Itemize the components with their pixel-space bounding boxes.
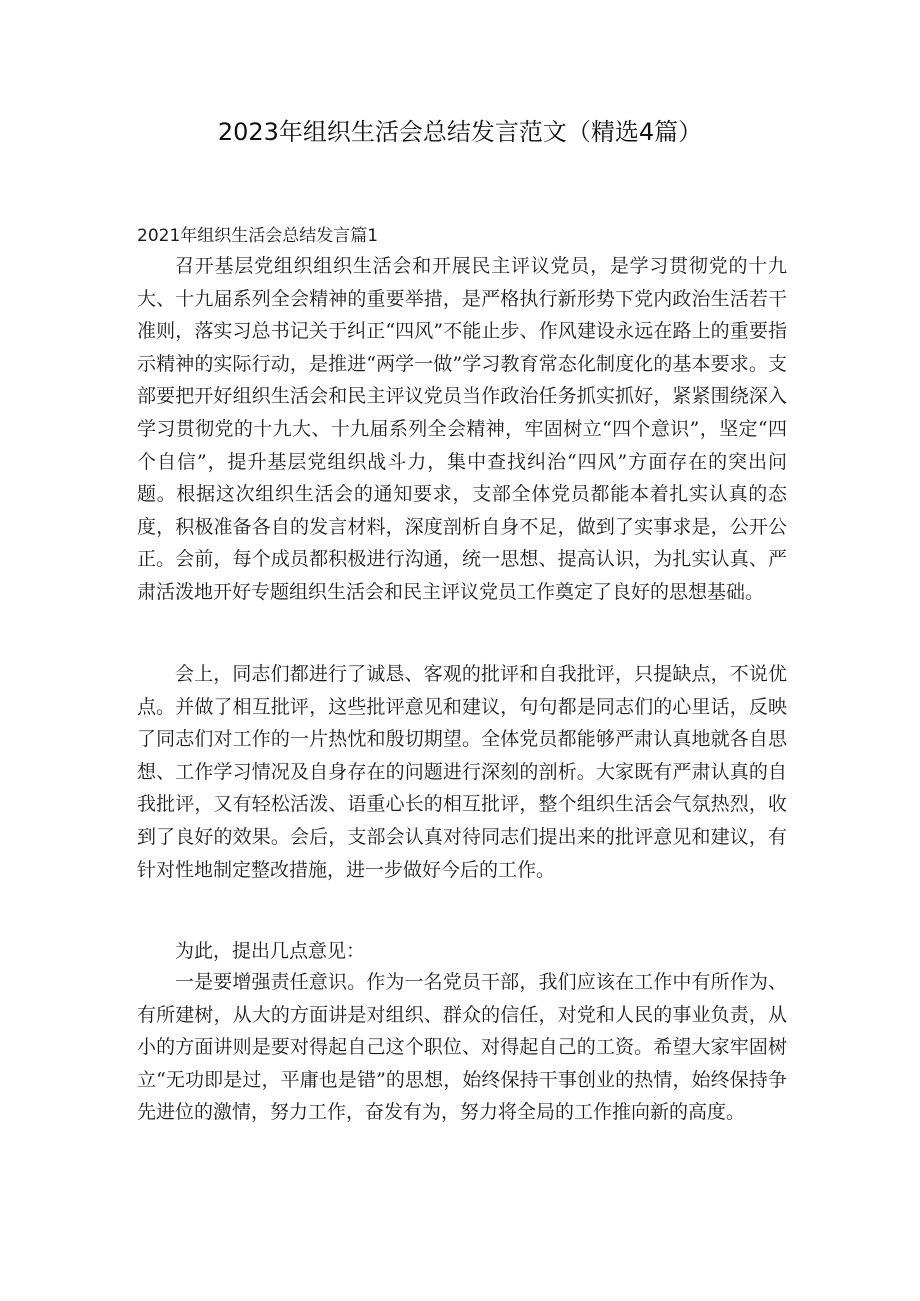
paragraph-suggestions-lead: 为此，提出几点意见： (175, 940, 366, 962)
paragraph-intro: 召开基层党组织组织生活会和开展民主评议党员，是学习贯彻党的十九大、十九届系列全会精神的重要举措，是严格执行新形势下党内政治生活若干准则，落实习总书记关于纠正“四风”不能止步、作风建设永远在路上的重要指示精神的实际行动，是推进“两学一做”学习教育常态化制度化的基本要求。支部要把开好组织生活会和民主评议党员当作政治任务抓实抓好，紧紧围绕深入学习贯彻党的十九大、十九届系列全会精神，牢固树立“四个意识”，坚定“四个自信”，提升基层党组织战斗力，集中查找纠治“四风”方面存在的突出问题。根据这次组织生活会的通知要求，支部全体党员都能本着扎实认真的态度，积极准备各自的发言材料，深度剖析自身不足，做到了实事求是，公开公正。会前，每个成员都积极进行沟通，统一思想、提高认识，为扎实认真、严肃活泼地开好专题组织生活会和民主评议党员工作奠定了良好的思想基础。 (137, 255, 787, 603)
section-heading: 2021年组织生活会总结发言篇1 (137, 226, 379, 246)
paragraph-responsibility: 一是要增强责任意识。作为一名党员干部，我们应该在工作中有所作为、有所建树，从大的方面讲是对组织、群众的信任，对党和人民的事业负责，从小的方面讲则是要对得起自己这个职位、对得起自己的工资。希望大家牢固树立“无功即是过，平庸也是错”的思想，始终保持干事创业的热情，始终保持争先进位的激情，努力工作，奋发有为，努力将全局的工作推向新的高度。 (137, 971, 787, 1124)
document-title: 2023年组织生活会总结发言范文（精选4篇） (217, 118, 703, 146)
paragraph-meeting: 会上，同志们都进行了诚恳、客观的批评和自我批评，只提缺点，不说优点。并做了相互批评，这些批评意见和建议，句句都是同志们的心里话，反映了同志们对工作的一片热忱和殷切期望。全体党员都能够严肃认真地就各自思想、工作学习情况及自身存在的问题进行深刻的剖析。大家既有严肃认真的自我批评，又有轻松活泼、语重心长的相互批评，整个组织生活会气氛热烈，收到了良好的效果。会后，支部会认真对待同志们提出来的批评意见和建议，有针对性地制定整改措施，进一步做好今后的工作。 (137, 663, 787, 881)
